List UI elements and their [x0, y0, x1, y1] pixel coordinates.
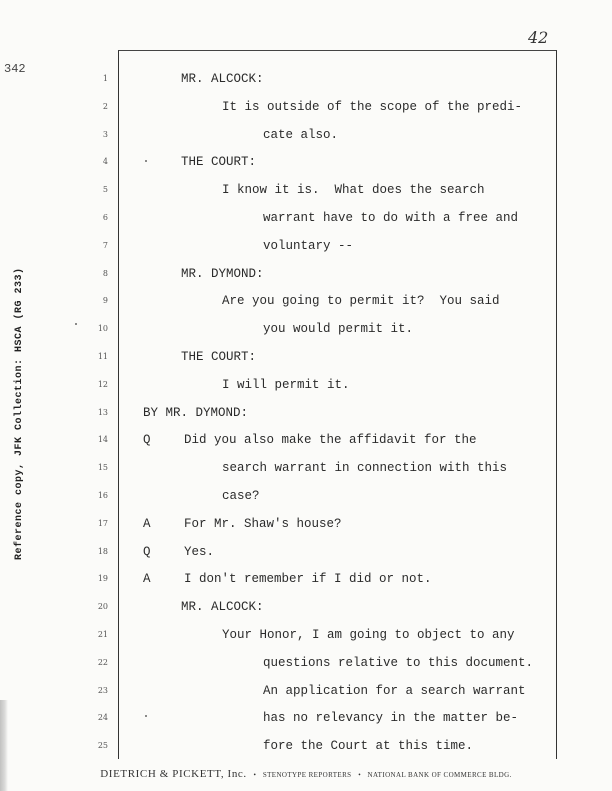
line-number: 13 — [97, 407, 108, 417]
line-number: 10 — [97, 324, 108, 334]
qa-marker: A — [143, 516, 151, 531]
line-number: 1 — [102, 74, 108, 83]
line-text: I know it is. What does the search — [222, 183, 485, 198]
line-text: voluntary -- — [263, 238, 354, 253]
line-text: MR. ALCOCK: — [181, 600, 264, 615]
line-number: 23 — [97, 685, 108, 695]
line-text: Yes. — [184, 544, 215, 559]
line-text: An application for a search warrant — [263, 683, 526, 698]
line-text: Did you also make the affidavit for the — [184, 433, 477, 448]
line-number: 8 — [102, 268, 108, 278]
line-text: THE COURT: — [181, 155, 257, 170]
line-text: Are you going to permit it? You said — [222, 294, 500, 309]
line-text: I will permit it. — [222, 377, 350, 392]
line-text: fore the Court at this time. — [263, 739, 474, 754]
line-text: cate also. — [263, 127, 339, 142]
line-text: For Mr. Shaw's house? — [184, 516, 342, 531]
line-number: 7 — [102, 240, 108, 250]
line-number: 5 — [102, 185, 108, 195]
qa-marker: A — [143, 572, 151, 587]
line-number: 25 — [97, 741, 108, 751]
line-number: 24 — [97, 713, 108, 723]
line-number: 6 — [102, 213, 108, 222]
line-text: search warrant in connection with this — [222, 461, 508, 476]
side-reference-stamp: Reference copy, JFK Collection: HSCA (RG 233) — [14, 267, 25, 560]
line-text: you would permit it. — [263, 322, 414, 337]
footer-service: STENOTYPE REPORTERS — [262, 771, 352, 779]
line-text: has no relevancy in the matter be- — [263, 711, 519, 726]
line-number: 2 — [102, 101, 108, 111]
line-number: 15 — [97, 463, 108, 473]
qa-marker: Q — [143, 544, 151, 559]
speck — [145, 715, 147, 717]
line-number: 21 — [97, 630, 108, 639]
line-text: case? — [222, 489, 260, 503]
line-text: Your Honor, I am going to object to any — [222, 628, 515, 642]
line-number: 20 — [97, 602, 108, 612]
line-number: 9 — [102, 296, 108, 306]
footer-separator: • — [253, 771, 257, 779]
line-text: MR. ALCOCK: — [181, 72, 264, 86]
line-number: 11 — [97, 352, 108, 361]
line-text: questions relative to this document. — [263, 655, 534, 670]
qa-marker: Q — [143, 433, 151, 448]
line-text: MR. DYMOND: — [181, 266, 264, 281]
speck — [145, 160, 147, 162]
line-number: 16 — [97, 491, 108, 500]
line-number: 22 — [97, 657, 108, 667]
footer-separator: • — [358, 771, 361, 779]
line-text: warrant have to do with a free and — [263, 211, 519, 225]
line-text: I don't remember if I did or not. — [184, 572, 432, 587]
line-number: 4 — [102, 157, 108, 167]
speck — [75, 323, 77, 325]
line-number: 17 — [97, 518, 108, 528]
left-page-number: 342 — [4, 62, 26, 76]
line-text: THE COURT: — [181, 350, 257, 364]
line-number: 18 — [97, 546, 108, 556]
line-number: 14 — [97, 435, 108, 445]
line-text: It is outside of the scope of the predi- — [222, 99, 523, 114]
line-number: 19 — [97, 574, 108, 584]
handwritten-page-number: 42 — [528, 28, 549, 47]
footer-firm: DIETRICH & PICKETT, Inc. — [100, 768, 247, 780]
line-text: BY MR. DYMOND: — [143, 405, 249, 420]
line-number: 3 — [102, 129, 108, 139]
line-number: 12 — [97, 379, 108, 389]
page-footer — [0, 768, 612, 780]
footer-address: NATIONAL BANK OF COMMERCE BLDG. — [367, 771, 512, 779]
